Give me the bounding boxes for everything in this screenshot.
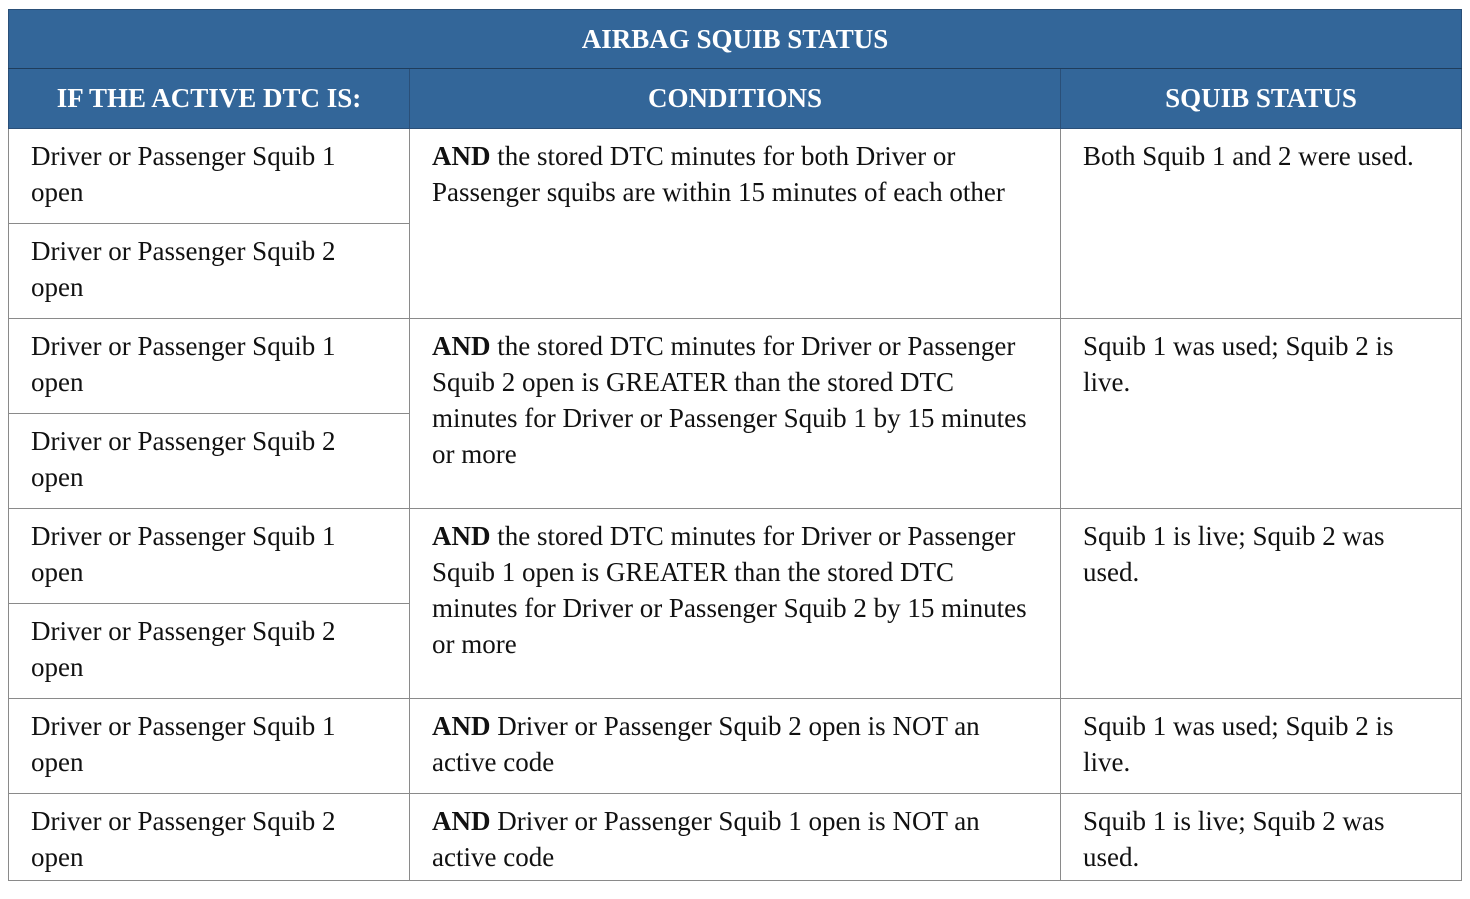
condition-keyword: AND — [432, 331, 491, 361]
table-row — [9, 129, 1462, 224]
condition-cell — [410, 129, 1061, 319]
status-cell: Squib 1 is live; Squib 2 was used. — [1061, 509, 1462, 699]
dtc-cell: Driver or Passenger Squib 1 open — [9, 319, 410, 414]
dtc-cell: Driver or Passenger Squib 1 open — [9, 129, 410, 224]
status-cell: Both Squib 1 and 2 were used. — [1061, 129, 1462, 319]
column-header-conditions: CONDITIONS — [410, 69, 1061, 129]
column-header-dtc: IF THE ACTIVE DTC IS: — [9, 69, 410, 129]
condition-text: the stored DTC minutes for Driver or Passenger Squib 2 open is GREATER than the stored DTC minutes for Driver or Passenger Squib 1 by 15 minutes or more — [432, 331, 1027, 469]
table-row — [9, 319, 1462, 414]
condition-text: Driver or Passenger Squib 2 open is NOT an active code — [432, 711, 980, 777]
dtc-cell: Driver or Passenger Squib 2 open — [9, 414, 410, 509]
dtc-cell: Driver or Passenger Squib 2 open — [9, 604, 410, 699]
condition-keyword: AND — [432, 711, 491, 741]
condition-keyword: AND — [432, 806, 491, 836]
condition-cell — [410, 319, 1061, 509]
table-row — [9, 509, 1462, 604]
column-header-status: SQUIB STATUS — [1061, 69, 1462, 129]
status-cell: Squib 1 is live; Squib 2 was used. — [1061, 794, 1462, 881]
dtc-cell: Driver or Passenger Squib 2 open — [9, 794, 410, 881]
squib-status-table-container — [8, 9, 1461, 881]
condition-keyword: AND — [432, 521, 491, 551]
dtc-cell: Driver or Passenger Squib 1 open — [9, 699, 410, 794]
table-row — [9, 699, 1462, 794]
condition-text: the stored DTC minutes for both Driver or Passenger squibs are within 15 minutes of each other — [432, 141, 1005, 207]
condition-cell — [410, 699, 1061, 794]
status-cell: Squib 1 was used; Squib 2 is live. — [1061, 319, 1462, 509]
condition-keyword: AND — [432, 141, 491, 171]
condition-cell — [410, 509, 1061, 699]
condition-cell — [410, 794, 1061, 881]
squib-status-table — [8, 9, 1462, 881]
dtc-cell: Driver or Passenger Squib 2 open — [9, 224, 410, 319]
table-title: AIRBAG SQUIB STATUS — [9, 10, 1462, 69]
condition-text: the stored DTC minutes for Driver or Passenger Squib 1 open is GREATER than the stored DTC minutes for Driver or Passenger Squib 2 by 15 minutes or more — [432, 521, 1027, 659]
dtc-cell: Driver or Passenger Squib 1 open — [9, 509, 410, 604]
table-row — [9, 794, 1462, 881]
status-cell: Squib 1 was used; Squib 2 is live. — [1061, 699, 1462, 794]
condition-text: Driver or Passenger Squib 1 open is NOT an active code — [432, 806, 980, 872]
